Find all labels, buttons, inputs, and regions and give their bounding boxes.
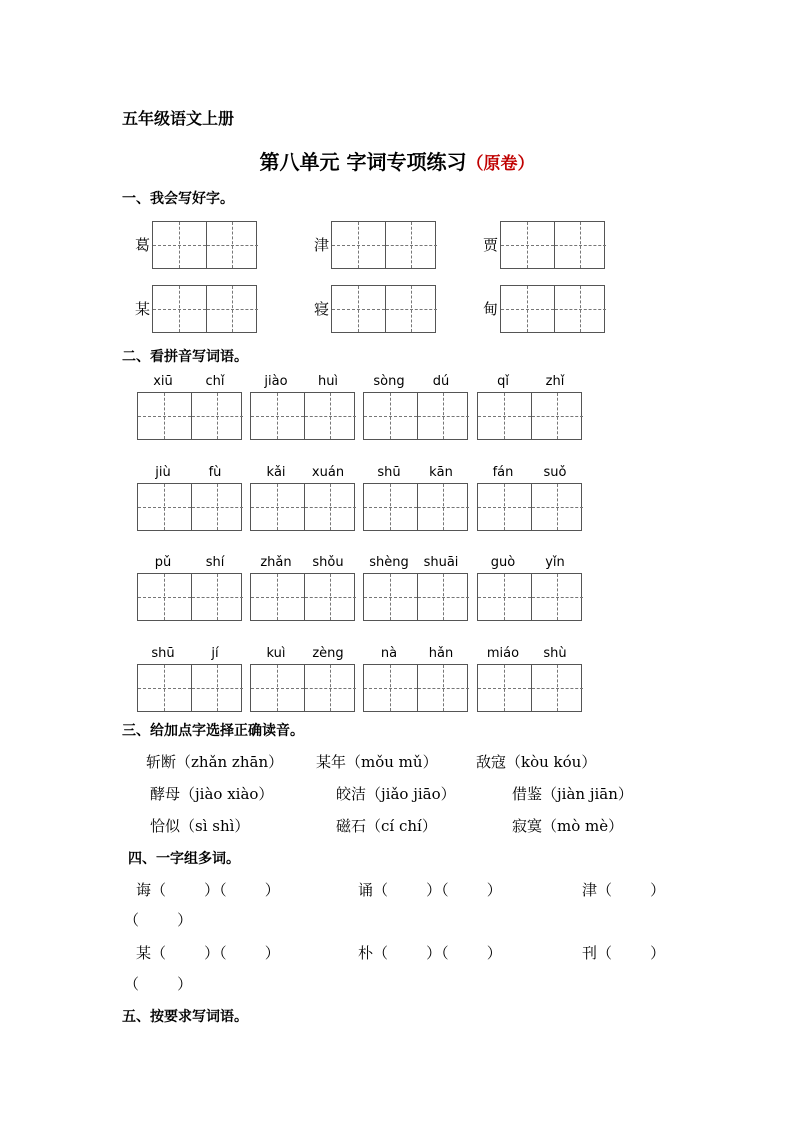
q4-item: 刊（ ） bbox=[582, 944, 666, 962]
grid-cell[interactable] bbox=[531, 393, 584, 439]
guide-line bbox=[277, 574, 278, 620]
grid-cell[interactable] bbox=[251, 574, 304, 620]
guide-line bbox=[504, 665, 505, 711]
writing-grid[interactable] bbox=[137, 483, 242, 531]
guide-line bbox=[164, 665, 165, 711]
practice-char: 某 bbox=[135, 300, 151, 318]
pinyin-label: guò bbox=[490, 555, 516, 570]
pinyin-label: jiào bbox=[264, 374, 288, 389]
grid-cell[interactable] bbox=[478, 393, 531, 439]
q3-item: 酵母（jiào xiào） bbox=[150, 785, 274, 803]
guide-line bbox=[330, 393, 331, 439]
writing-grid[interactable] bbox=[137, 664, 242, 712]
grid-cell[interactable] bbox=[364, 393, 417, 439]
guide-line bbox=[217, 484, 218, 530]
writing-grid[interactable] bbox=[477, 573, 582, 621]
pinyin-label: jiù bbox=[155, 465, 171, 480]
q3-item: 恰似（sì shì） bbox=[150, 817, 250, 835]
guide-line bbox=[390, 484, 391, 530]
grid-cell[interactable] bbox=[385, 222, 438, 268]
grid-cell[interactable] bbox=[417, 665, 470, 711]
writing-grid[interactable] bbox=[477, 392, 582, 440]
pinyin-label: sòng bbox=[373, 374, 405, 389]
writing-grid[interactable] bbox=[137, 392, 242, 440]
grid-cell[interactable] bbox=[138, 574, 191, 620]
pinyin-label: qǐ bbox=[497, 374, 509, 389]
pinyin-label: shèng bbox=[369, 555, 409, 570]
writing-grid[interactable] bbox=[477, 664, 582, 712]
guide-line bbox=[358, 286, 359, 332]
writing-grid[interactable] bbox=[363, 483, 468, 531]
guide-line bbox=[277, 484, 278, 530]
pinyin-label: nà bbox=[380, 646, 398, 661]
guide-line bbox=[411, 222, 412, 268]
pinyin-label: shí bbox=[205, 555, 225, 570]
grid-cell[interactable] bbox=[304, 574, 357, 620]
guide-line bbox=[504, 484, 505, 530]
q4-item: 诵（ ）（ ） bbox=[358, 881, 502, 899]
pinyin-label: hǎn bbox=[428, 646, 454, 661]
grid-cell[interactable] bbox=[531, 484, 584, 530]
guide-line bbox=[527, 286, 528, 332]
pinyin-label: huì bbox=[317, 374, 339, 389]
guide-line bbox=[557, 393, 558, 439]
pinyin-label: kān bbox=[429, 465, 453, 480]
grid-cell[interactable] bbox=[251, 393, 304, 439]
practice-char: 贾 bbox=[483, 236, 499, 254]
title-suffix: （原卷） bbox=[466, 154, 535, 174]
q3-item: 皎洁（jiǎo jiāo） bbox=[336, 785, 456, 803]
guide-line bbox=[390, 574, 391, 620]
grid-cell[interactable] bbox=[304, 393, 357, 439]
q4-item: 朴（ ）（ ） bbox=[358, 944, 502, 962]
grid-cell[interactable] bbox=[364, 574, 417, 620]
pinyin-label: shǒu bbox=[312, 555, 344, 570]
guide-line bbox=[443, 484, 444, 530]
guide-line bbox=[390, 393, 391, 439]
pinyin-label: shū bbox=[151, 646, 175, 661]
writing-grid[interactable] bbox=[250, 392, 355, 440]
guide-line bbox=[443, 574, 444, 620]
guide-line bbox=[527, 222, 528, 268]
grid-cell[interactable] bbox=[417, 393, 470, 439]
guide-line bbox=[179, 222, 180, 268]
section5-heading: 五、按要求写词语。 bbox=[122, 1009, 248, 1025]
q3-item: 某年（mǒu mǔ） bbox=[316, 753, 438, 771]
pinyin-label: zhǐ bbox=[545, 374, 565, 389]
guide-line bbox=[217, 574, 218, 620]
practice-char: 葛 bbox=[135, 236, 151, 254]
guide-line bbox=[557, 574, 558, 620]
grid-cell[interactable] bbox=[206, 286, 259, 332]
pinyin-label: xiū bbox=[153, 374, 173, 389]
grid-cell[interactable] bbox=[417, 574, 470, 620]
q4-item: 津（ ） bbox=[582, 881, 666, 899]
grid-cell[interactable] bbox=[554, 222, 607, 268]
pinyin-label: zèng bbox=[312, 646, 344, 661]
grid-cell[interactable] bbox=[332, 286, 385, 332]
grid-cell[interactable] bbox=[478, 574, 531, 620]
guide-line bbox=[232, 222, 233, 268]
q4-item: 某（ ）（ ） bbox=[136, 944, 280, 962]
guide-line bbox=[504, 393, 505, 439]
pinyin-label: pǔ bbox=[154, 555, 172, 570]
guide-line bbox=[443, 665, 444, 711]
guide-line bbox=[390, 665, 391, 711]
pinyin-label: jí bbox=[211, 646, 219, 661]
writing-grid[interactable] bbox=[250, 664, 355, 712]
writing-grid[interactable] bbox=[331, 221, 436, 269]
grid-cell[interactable] bbox=[304, 484, 357, 530]
writing-grid[interactable] bbox=[137, 573, 242, 621]
grid-cell[interactable] bbox=[332, 222, 385, 268]
pinyin-label: shù bbox=[543, 646, 567, 661]
grid-cell[interactable] bbox=[501, 286, 554, 332]
pinyin-label: miáo bbox=[486, 646, 520, 661]
section2-heading: 二、看拼音写词语。 bbox=[122, 349, 248, 365]
writing-grid[interactable] bbox=[331, 285, 436, 333]
writing-grid[interactable] bbox=[363, 664, 468, 712]
pinyin-label: shuāi bbox=[423, 555, 459, 570]
writing-grid[interactable] bbox=[250, 573, 355, 621]
q3-item: 磁石（cí chí） bbox=[336, 817, 437, 835]
guide-line bbox=[330, 665, 331, 711]
writing-grid[interactable] bbox=[500, 285, 605, 333]
pinyin-label: zhǎn bbox=[260, 555, 292, 570]
guide-line bbox=[217, 393, 218, 439]
grid-cell[interactable] bbox=[501, 222, 554, 268]
writing-grid[interactable] bbox=[363, 392, 468, 440]
section1-heading: 一、我会写好字。 bbox=[122, 191, 234, 207]
grid-cell[interactable] bbox=[531, 665, 584, 711]
pinyin-label: fù bbox=[208, 465, 222, 480]
writing-grid[interactable] bbox=[477, 483, 582, 531]
grid-cell[interactable] bbox=[138, 665, 191, 711]
guide-line bbox=[232, 286, 233, 332]
practice-char: 甸 bbox=[483, 300, 499, 318]
q3-item: 敌寇（kòu kóu） bbox=[476, 753, 597, 771]
section3-heading: 三、给加点字选择正确读音。 bbox=[122, 723, 304, 739]
q3-item: 借鉴（jiàn jiān） bbox=[512, 785, 633, 803]
pinyin-label: fán bbox=[492, 465, 514, 480]
q4-wrap: （ ） bbox=[124, 975, 193, 993]
guide-line bbox=[277, 393, 278, 439]
writing-grid[interactable] bbox=[152, 285, 257, 333]
grid-cell[interactable] bbox=[153, 286, 206, 332]
guide-line bbox=[277, 665, 278, 711]
guide-line bbox=[580, 286, 581, 332]
grid-cell[interactable] bbox=[153, 222, 206, 268]
guide-line bbox=[411, 286, 412, 332]
writing-grid[interactable] bbox=[363, 573, 468, 621]
grid-cell[interactable] bbox=[138, 484, 191, 530]
grade-label: 五年级语文上册 bbox=[122, 109, 235, 128]
pinyin-label: shū bbox=[377, 465, 401, 480]
guide-line bbox=[164, 484, 165, 530]
grid-cell[interactable] bbox=[531, 574, 584, 620]
guide-line bbox=[330, 574, 331, 620]
grid-cell[interactable] bbox=[206, 222, 259, 268]
guide-line bbox=[330, 484, 331, 530]
pinyin-label: suǒ bbox=[543, 465, 567, 480]
grid-cell[interactable] bbox=[364, 484, 417, 530]
grid-cell[interactable] bbox=[251, 484, 304, 530]
guide-line bbox=[504, 574, 505, 620]
grid-cell[interactable] bbox=[385, 286, 438, 332]
title-text: 第八单元 字词专项练习 bbox=[259, 150, 467, 174]
pinyin-label: yǐn bbox=[545, 555, 565, 570]
grid-cell[interactable] bbox=[304, 665, 357, 711]
pinyin-label: dú bbox=[432, 374, 450, 389]
grid-cell[interactable] bbox=[191, 574, 244, 620]
writing-grid[interactable] bbox=[250, 483, 355, 531]
pinyin-label: chǐ bbox=[205, 374, 225, 389]
grid-cell[interactable] bbox=[554, 286, 607, 332]
grid-cell[interactable] bbox=[417, 484, 470, 530]
guide-line bbox=[358, 222, 359, 268]
guide-line bbox=[179, 286, 180, 332]
grid-cell[interactable] bbox=[364, 665, 417, 711]
guide-line bbox=[557, 484, 558, 530]
grid-cell[interactable] bbox=[191, 393, 244, 439]
practice-char: 寝 bbox=[314, 300, 330, 318]
q3-item: 斩断（zhǎn zhān） bbox=[146, 753, 284, 771]
q4-item: 诲（ ）（ ） bbox=[136, 881, 280, 899]
grid-cell[interactable] bbox=[191, 484, 244, 530]
grid-cell[interactable] bbox=[478, 665, 531, 711]
page-title bbox=[0, 146, 794, 175]
grid-cell[interactable] bbox=[191, 665, 244, 711]
guide-line bbox=[164, 574, 165, 620]
pinyin-label: kǎi bbox=[266, 465, 286, 480]
guide-line bbox=[217, 665, 218, 711]
grid-cell[interactable] bbox=[138, 393, 191, 439]
guide-line bbox=[164, 393, 165, 439]
pinyin-label: kuì bbox=[266, 646, 286, 661]
guide-line bbox=[443, 393, 444, 439]
grid-cell[interactable] bbox=[251, 665, 304, 711]
guide-line bbox=[557, 665, 558, 711]
practice-char: 津 bbox=[314, 236, 330, 254]
pinyin-label: xuán bbox=[311, 465, 345, 480]
q4-wrap: （ ） bbox=[124, 911, 193, 929]
guide-line bbox=[580, 222, 581, 268]
writing-grid[interactable] bbox=[152, 221, 257, 269]
section4-heading: 四、一字组多词。 bbox=[128, 851, 240, 867]
grid-cell[interactable] bbox=[478, 484, 531, 530]
q3-item: 寂寞（mò mè） bbox=[512, 817, 624, 835]
writing-grid[interactable] bbox=[500, 221, 605, 269]
